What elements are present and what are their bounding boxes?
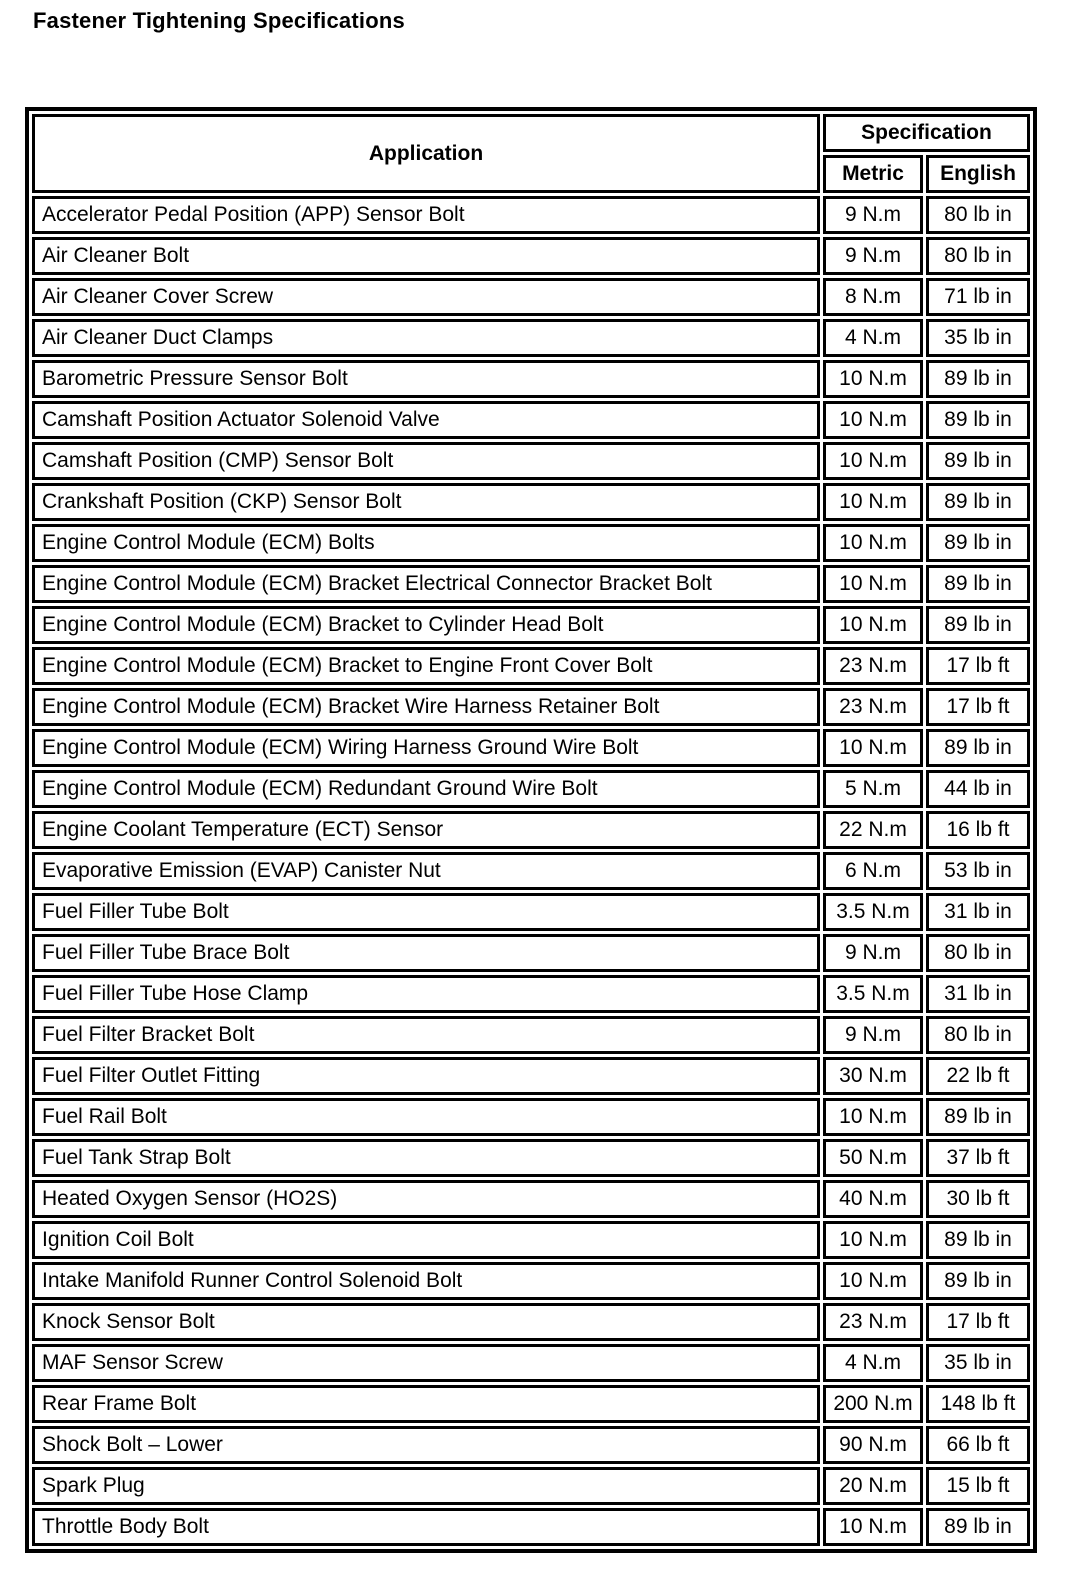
application-cell: Fuel Filler Tube Brace Bolt [32, 934, 820, 972]
table-row [32, 1057, 1030, 1095]
application-cell: Engine Control Module (ECM) Bracket to Engine Front Cover Bolt [32, 647, 820, 685]
metric-value-cell: 10 N.m [823, 565, 923, 603]
table-row [32, 1180, 1030, 1218]
metric-value-cell: 10 N.m [823, 1221, 923, 1259]
application-cell: Engine Control Module (ECM) Bracket to Cylinder Head Bolt [32, 606, 820, 644]
column-header-english: English [926, 155, 1030, 193]
table-row [32, 237, 1030, 275]
application-cell: Spark Plug [32, 1467, 820, 1505]
english-value-cell: 89 lb in [926, 442, 1030, 480]
table-row [32, 196, 1030, 234]
table-row [32, 1139, 1030, 1177]
application-cell: Camshaft Position (CMP) Sensor Bolt [32, 442, 820, 480]
table-row [32, 1098, 1030, 1136]
metric-value-cell: 200 N.m [823, 1385, 923, 1423]
application-cell: Crankshaft Position (CKP) Sensor Bolt [32, 483, 820, 521]
application-cell: Engine Control Module (ECM) Bracket Wire Harness Retainer Bolt [32, 688, 820, 726]
table-row [32, 1344, 1030, 1382]
english-value-cell: 80 lb in [926, 1016, 1030, 1054]
application-cell: MAF Sensor Screw [32, 1344, 820, 1382]
metric-value-cell: 10 N.m [823, 524, 923, 562]
metric-value-cell: 10 N.m [823, 401, 923, 439]
english-value-cell: 35 lb in [926, 319, 1030, 357]
application-cell: Fuel Filler Tube Hose Clamp [32, 975, 820, 1013]
application-cell: Fuel Filter Bracket Bolt [32, 1016, 820, 1054]
table-row [32, 1508, 1030, 1546]
application-cell: Heated Oxygen Sensor (HO2S) [32, 1180, 820, 1218]
metric-value-cell: 20 N.m [823, 1467, 923, 1505]
application-cell: Throttle Body Bolt [32, 1508, 820, 1546]
metric-value-cell: 10 N.m [823, 606, 923, 644]
table-row [32, 360, 1030, 398]
english-value-cell: 53 lb in [926, 852, 1030, 890]
metric-value-cell: 9 N.m [823, 934, 923, 972]
table-row [32, 729, 1030, 767]
metric-value-cell: 30 N.m [823, 1057, 923, 1095]
metric-value-cell: 50 N.m [823, 1139, 923, 1177]
english-value-cell: 89 lb in [926, 360, 1030, 398]
english-value-cell: 89 lb in [926, 565, 1030, 603]
application-cell: Air Cleaner Duct Clamps [32, 319, 820, 357]
english-value-cell: 15 lb ft [926, 1467, 1030, 1505]
application-cell: Engine Control Module (ECM) Bracket Electrical Connector Bracket Bolt [32, 565, 820, 603]
metric-value-cell: 10 N.m [823, 729, 923, 767]
table-row [32, 811, 1030, 849]
english-value-cell: 80 lb in [926, 934, 1030, 972]
page-title: Fastener Tightening Specifications [33, 8, 405, 33]
table-row [32, 442, 1030, 480]
metric-value-cell: 4 N.m [823, 319, 923, 357]
metric-value-cell: 10 N.m [823, 1262, 923, 1300]
english-value-cell: 37 lb ft [926, 1139, 1030, 1177]
metric-value-cell: 6 N.m [823, 852, 923, 890]
application-cell: Evaporative Emission (EVAP) Canister Nut [32, 852, 820, 890]
english-value-cell: 17 lb ft [926, 1303, 1030, 1341]
table-row [32, 1221, 1030, 1259]
english-value-cell: 31 lb in [926, 893, 1030, 931]
english-value-cell: 89 lb in [926, 729, 1030, 767]
column-header-specification: Specification [823, 114, 1030, 152]
english-value-cell: 89 lb in [926, 1221, 1030, 1259]
column-header-application: Application [32, 114, 820, 193]
table-row [32, 688, 1030, 726]
english-value-cell: 89 lb in [926, 1262, 1030, 1300]
english-value-cell: 89 lb in [926, 524, 1030, 562]
english-value-cell: 16 lb ft [926, 811, 1030, 849]
application-cell: Fuel Tank Strap Bolt [32, 1139, 820, 1177]
english-value-cell: 80 lb in [926, 196, 1030, 234]
table-row [32, 401, 1030, 439]
metric-value-cell: 22 N.m [823, 811, 923, 849]
english-value-cell: 31 lb in [926, 975, 1030, 1013]
english-value-cell: 30 lb ft [926, 1180, 1030, 1218]
english-value-cell: 89 lb in [926, 483, 1030, 521]
metric-value-cell: 10 N.m [823, 1098, 923, 1136]
metric-value-cell: 23 N.m [823, 1303, 923, 1341]
application-cell: Barometric Pressure Sensor Bolt [32, 360, 820, 398]
table-row [32, 1385, 1030, 1423]
application-cell: Shock Bolt – Lower [32, 1426, 820, 1464]
metric-value-cell: 23 N.m [823, 647, 923, 685]
application-cell: Fuel Filter Outlet Fitting [32, 1057, 820, 1095]
table-header [32, 114, 1030, 193]
column-header-metric: Metric [823, 155, 923, 193]
application-cell: Intake Manifold Runner Control Solenoid Bolt [32, 1262, 820, 1300]
english-value-cell: 80 lb in [926, 237, 1030, 275]
spec-table-body [32, 196, 1030, 1546]
application-cell: Rear Frame Bolt [32, 1385, 820, 1423]
english-value-cell: 89 lb in [926, 1508, 1030, 1546]
fastener-spec-table [25, 107, 1037, 1553]
table-row [32, 1262, 1030, 1300]
table-row [32, 524, 1030, 562]
application-cell: Camshaft Position Actuator Solenoid Valve [32, 401, 820, 439]
metric-value-cell: 9 N.m [823, 196, 923, 234]
application-cell: Air Cleaner Cover Screw [32, 278, 820, 316]
metric-value-cell: 9 N.m [823, 1016, 923, 1054]
table-row [32, 319, 1030, 357]
metric-value-cell: 3.5 N.m [823, 893, 923, 931]
english-value-cell: 66 lb ft [926, 1426, 1030, 1464]
metric-value-cell: 10 N.m [823, 360, 923, 398]
metric-value-cell: 10 N.m [823, 483, 923, 521]
metric-value-cell: 5 N.m [823, 770, 923, 808]
table-row [32, 770, 1030, 808]
application-cell: Engine Control Module (ECM) Wiring Harness Ground Wire Bolt [32, 729, 820, 767]
english-value-cell: 17 lb ft [926, 647, 1030, 685]
table-row [32, 934, 1030, 972]
table-row [32, 606, 1030, 644]
english-value-cell: 89 lb in [926, 1098, 1030, 1136]
header-row-top [32, 114, 1030, 152]
table-row [32, 647, 1030, 685]
english-value-cell: 71 lb in [926, 278, 1030, 316]
metric-value-cell: 40 N.m [823, 1180, 923, 1218]
table-row [32, 975, 1030, 1013]
english-value-cell: 22 lb ft [926, 1057, 1030, 1095]
metric-value-cell: 10 N.m [823, 442, 923, 480]
english-value-cell: 35 lb in [926, 1344, 1030, 1382]
metric-value-cell: 23 N.m [823, 688, 923, 726]
metric-value-cell: 8 N.m [823, 278, 923, 316]
english-value-cell: 44 lb in [926, 770, 1030, 808]
application-cell: Engine Coolant Temperature (ECT) Sensor [32, 811, 820, 849]
application-cell: Fuel Filler Tube Bolt [32, 893, 820, 931]
table-row [32, 852, 1030, 890]
application-cell: Fuel Rail Bolt [32, 1098, 820, 1136]
english-value-cell: 148 lb ft [926, 1385, 1030, 1423]
table-row [32, 483, 1030, 521]
metric-value-cell: 90 N.m [823, 1426, 923, 1464]
table-row [32, 1426, 1030, 1464]
table-row [32, 565, 1030, 603]
metric-value-cell: 3.5 N.m [823, 975, 923, 1013]
metric-value-cell: 10 N.m [823, 1508, 923, 1546]
metric-value-cell: 4 N.m [823, 1344, 923, 1382]
table-row [32, 1467, 1030, 1505]
application-cell: Ignition Coil Bolt [32, 1221, 820, 1259]
table-row [32, 1303, 1030, 1341]
table-row [32, 278, 1030, 316]
english-value-cell: 89 lb in [926, 401, 1030, 439]
application-cell: Engine Control Module (ECM) Redundant Ground Wire Bolt [32, 770, 820, 808]
table-row [32, 1016, 1030, 1054]
application-cell: Accelerator Pedal Position (APP) Sensor Bolt [32, 196, 820, 234]
metric-value-cell: 9 N.m [823, 237, 923, 275]
table-row [32, 893, 1030, 931]
english-value-cell: 17 lb ft [926, 688, 1030, 726]
application-cell: Air Cleaner Bolt [32, 237, 820, 275]
application-cell: Knock Sensor Bolt [32, 1303, 820, 1341]
application-cell: Engine Control Module (ECM) Bolts [32, 524, 820, 562]
english-value-cell: 89 lb in [926, 606, 1030, 644]
